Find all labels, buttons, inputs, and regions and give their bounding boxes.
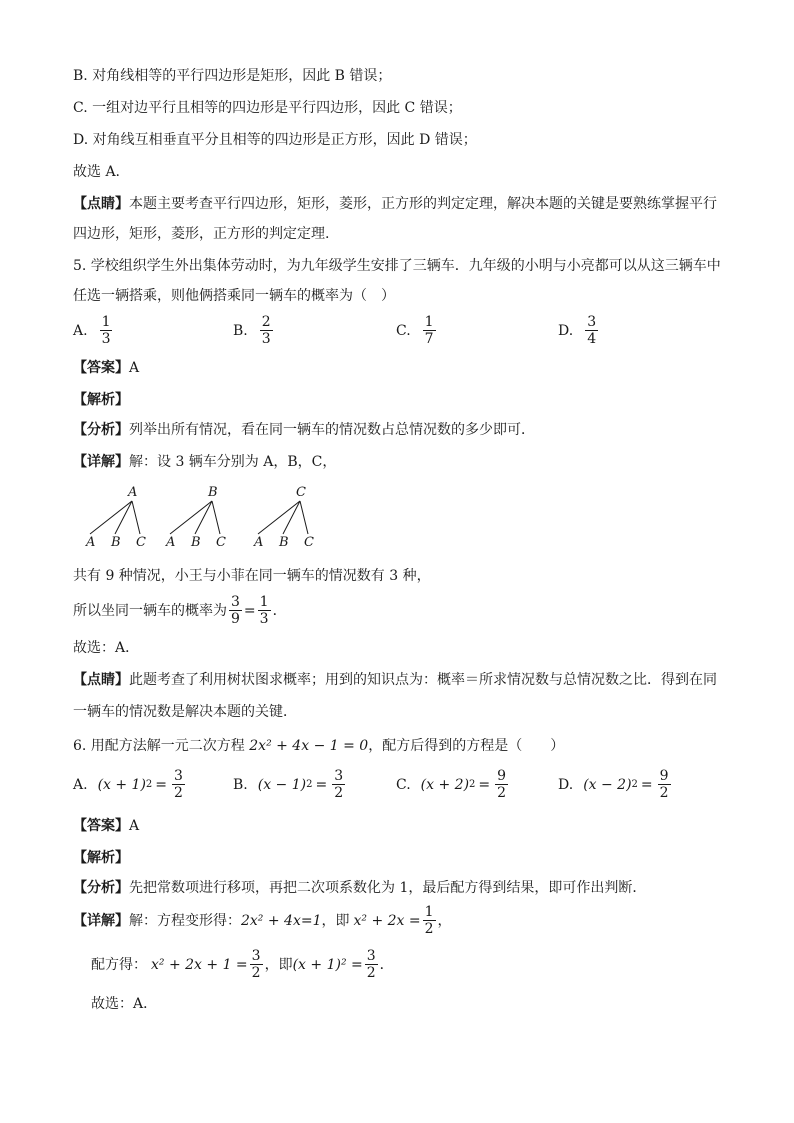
- fraction: $\frac{9}{2}$: [497, 768, 507, 801]
- q5-option-b: B. $\frac{2}{3}$: [233, 314, 271, 347]
- tree-root-a: A: [128, 485, 138, 500]
- q5-total-line: 共有 9 种情况，小王与小菲在同一辆车的情况数有 3 种，: [73, 568, 431, 584]
- q6-fenxi: 【分析】先把常数项进行移项，再把二次项系数化为 1，最后配方得到结果，即可作出判断．: [73, 880, 647, 896]
- q6-option-b: B. (x − 1) 2 = $\frac{3}{2}$: [233, 768, 344, 801]
- fraction: $\frac{1}{7}$: [424, 314, 434, 347]
- tree-branch: [170, 501, 212, 534]
- tree-leaf-b: B: [279, 535, 289, 550]
- q6-answer: 【答案】A: [73, 818, 140, 834]
- q5-prob-line: 所以坐同一辆车的概率为 $\frac{3}{9}$ = $\frac{1}{3}$ ．: [73, 594, 287, 627]
- q5-analysis-tag: 【解析】: [73, 392, 129, 408]
- fraction: $\frac{3}{2}$: [334, 768, 344, 801]
- q6-option-d: D. (x − 2) 2 = $\frac{9}{2}$: [558, 768, 669, 801]
- q6-analysis-tag: 【解析】: [73, 850, 129, 866]
- tree-branch: [212, 501, 220, 534]
- q5-answer: 【答案】A: [73, 360, 140, 376]
- equation: 2x² + 4x − 1 = 0: [249, 738, 369, 754]
- fraction: $\frac{3}{2}$: [366, 948, 376, 981]
- tree-branch: [132, 501, 140, 534]
- tree-leaf-a: A: [166, 535, 176, 550]
- tree-branch: [195, 501, 212, 534]
- tree-leaf-a: A: [254, 535, 264, 550]
- option-c-explanation: C. 一组对边平行且相等的四边形是平行四边形，因此 C 错误；: [73, 100, 462, 116]
- tree-leaf-c: C: [304, 535, 314, 550]
- fraction: $\frac{2}{3}$: [261, 314, 271, 347]
- q6-option-a: A. (x + 1) 2 = $\frac{3}{2}$: [73, 768, 183, 801]
- tree-leaf-a: A: [86, 535, 96, 550]
- tree-root-c: C: [296, 485, 306, 500]
- tree-branch: [258, 501, 300, 534]
- fraction: $\frac{3}{4}$: [587, 314, 597, 347]
- comment-text: 本题主要考查平行四边形，矩形，菱形，正方形的判定定理，解决本题的关键是要熟练掌握平行: [129, 196, 717, 212]
- fraction: $\frac{1}{3}$: [259, 594, 269, 627]
- tree-branch: [115, 501, 132, 534]
- tree-branch: [90, 501, 132, 534]
- tree-leaf-c: C: [216, 535, 226, 550]
- q5-fenxi: 【分析】列举出所有情况，看在同一辆车的情况数占总情况数的多少即可．: [73, 422, 535, 438]
- fraction: $\frac{3}{2}$: [251, 948, 261, 981]
- q6-peifang: 配方得： x² + 2x + 1 = $\frac{3}{2}$ ，即 (x + 1)² = $\frac{3}{2}$ ．: [91, 948, 394, 981]
- q5-option-c: C. $\frac{1}{7}$: [396, 314, 434, 347]
- q5-choose: 故选：A．: [73, 640, 140, 656]
- q5-stem-line2: 任选一辆搭乘，则他俩搭乘同一辆车的概率为（ ）: [73, 288, 395, 304]
- tree-branch: [283, 501, 300, 534]
- fraction: $\frac{3}{9}$: [231, 594, 240, 627]
- fraction: $\frac{3}{2}$: [174, 768, 183, 801]
- q4-comment-line1: [73, 194, 717, 214]
- q5-dianjing-line2: 一辆车的情况数是解决本题的关键．: [73, 704, 297, 720]
- q5-xiangjie: 【详解】解：设 3 辆车分别为 A，B，C，: [73, 454, 337, 470]
- tree-leaf-b: B: [111, 535, 121, 550]
- tree-branch: [300, 501, 308, 534]
- q6-stem: 6. 用配方法解一元二次方程 2x² + 4x − 1 = 0，配方后得到的方程是（ ）: [73, 738, 565, 754]
- q5-option-d: D. $\frac{3}{4}$: [558, 314, 597, 347]
- choose-line: 故选 A.: [73, 164, 121, 180]
- tree-diagram: [72, 482, 362, 554]
- fraction: $\frac{1}{2}$: [424, 904, 434, 937]
- q5-dianjing-line1: 【点睛】此题考查了利用树状图求概率；用到的知识点为：概率＝所求情况数与总情况数之比．得到在同: [73, 672, 717, 688]
- q4-comment-line2: 四边形，矩形，菱形，正方形的判定定理.: [73, 226, 330, 242]
- option-d-explanation: D. 对角线互相垂直平分且相等的四边形是正方形，因此 D 错误；: [73, 132, 477, 148]
- tree-root-b: B: [208, 485, 218, 500]
- option-b-explanation: B. 对角线相等的平行四边形是矩形，因此 B 错误；: [73, 68, 392, 84]
- tree-leaf-b: B: [191, 535, 201, 550]
- q5-option-a: A. $\frac{1}{3}$: [73, 314, 111, 347]
- q6-option-c: C. (x + 2) 2 = $\frac{9}{2}$: [396, 768, 507, 801]
- tree-leaf-c: C: [136, 535, 146, 550]
- fraction: $\frac{9}{2}$: [659, 768, 669, 801]
- q5-stem-line1: 5. 学校组织学生外出集体劳动时，为九年级学生安排了三辆车．九年级的小明与小亮都可以从这三辆车中: [73, 258, 721, 274]
- comment-tag: 【点睛】: [73, 196, 129, 212]
- fraction: $\frac{1}{3}$: [101, 314, 111, 347]
- q6-choose: 故选：A．: [91, 996, 158, 1012]
- q6-xiangjie: 【详解】 解：方程变形得： 2x² + 4x=1 ，即 x² + 2x = $\frac{1}{2}$ ，: [73, 904, 452, 937]
